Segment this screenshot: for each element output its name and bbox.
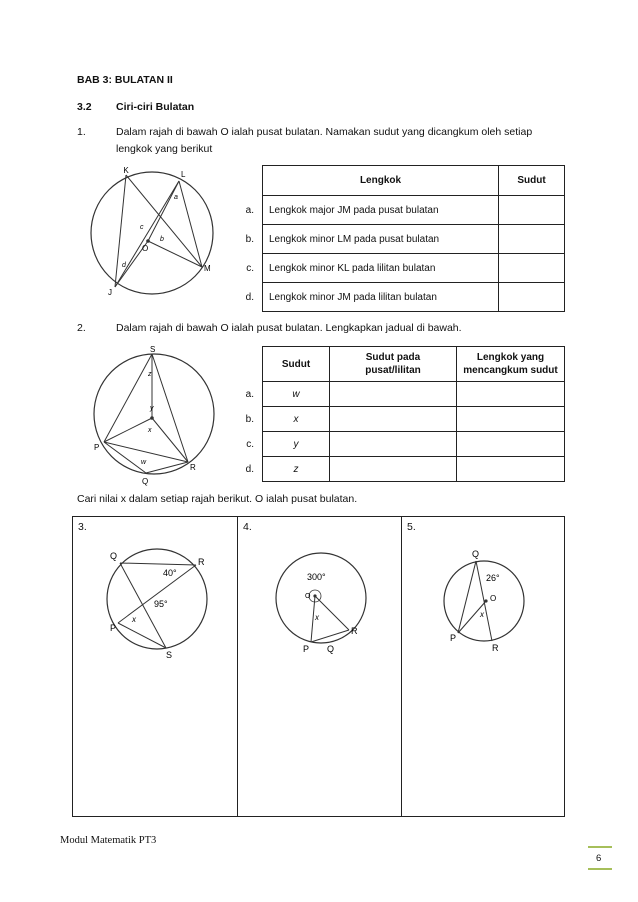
q2-label-r: R [190, 463, 196, 472]
q1-table [228, 165, 565, 312]
q2-text: Dalam rajah di bawah O ialah pusat bulatan. Lengkapkan jadual di bawah. [116, 322, 462, 334]
section-title: Ciri-ciri Bulatan [116, 101, 195, 113]
row-label: c. [246, 262, 254, 274]
box5-label-q: Q [472, 549, 480, 559]
q1-label-o: O [142, 244, 149, 253]
box5-label-p: P [450, 633, 457, 643]
box4-label-p: P [303, 644, 310, 654]
page-number: 6 [596, 853, 602, 864]
q1-label-d: d [122, 262, 126, 269]
answer-cell[interactable] [457, 382, 565, 407]
box3-label-r: R [198, 557, 205, 567]
table-row [228, 432, 565, 457]
q1-col-lengkok: Lengkok [263, 166, 499, 196]
answer-cell[interactable] [457, 457, 565, 482]
answer-cell[interactable] [330, 457, 457, 482]
box4-label-r: R [351, 626, 358, 636]
q2-col-pusat [330, 347, 457, 382]
row-label: d. [245, 463, 254, 475]
box5-label-x: x [480, 610, 484, 619]
row-angle: y [263, 432, 330, 457]
row-label: a. [245, 204, 254, 216]
q1-number: 1. [77, 126, 86, 138]
answer-cell[interactable] [499, 254, 565, 283]
box3-circle-diagram [100, 545, 220, 660]
q2-label-z: z [148, 371, 152, 378]
section-number: 3.2 [77, 101, 92, 113]
q1-circle-diagram [82, 163, 222, 303]
table-row [228, 457, 565, 482]
row-text: Lengkok minor LM pada pusat bulatan [263, 225, 499, 254]
q2-col-sudut: Sudut [263, 347, 330, 382]
answer-cell[interactable] [499, 196, 565, 225]
row-label: a. [245, 388, 254, 400]
answer-cell[interactable] [330, 432, 457, 457]
box4-angle-300: 300° [307, 572, 326, 582]
box3-label-p: P [110, 623, 117, 633]
footer-module: Modul Matematik PT3 [60, 835, 157, 846]
row-text: Lengkok minor KL pada lilitan bulatan [263, 254, 499, 283]
table-row [228, 382, 565, 407]
chapter-title: BAB 3: BULATAN II [77, 74, 173, 86]
q1-label-c: c [140, 224, 144, 231]
box5-angle-26: 26° [486, 573, 500, 583]
q2-col-lengkok-line1: Lengkok yang [476, 352, 545, 363]
row-label: c. [246, 438, 254, 450]
find-instruction: Cari nilai x dalam setiap rajah berikut. O ialah pusat bulatan. [77, 493, 358, 505]
q2-label-s: S [150, 346, 156, 354]
box4-circle-diagram [265, 550, 385, 660]
q2-col-pusat-line1: Sudut pada [365, 352, 421, 363]
box4-number: 4. [243, 521, 252, 533]
row-label: b. [245, 233, 254, 245]
footer-accent-top [588, 846, 612, 848]
q2-label-q: Q [142, 477, 149, 486]
box4-label-x: x [315, 613, 319, 622]
q2-label-p: P [94, 443, 100, 452]
q2-col-lengkok [457, 347, 565, 382]
q2-label-y: y [150, 405, 154, 412]
q2-circle-diagram [86, 346, 226, 486]
q1-text-line1: Dalam rajah di bawah O ialah pusat bulatan. Namakan sudut yang dicangkum oleh setiap [116, 126, 533, 138]
box5-label-r: R [492, 643, 499, 653]
box3-number: 3. [78, 521, 87, 533]
row-angle: w [263, 382, 330, 407]
q2-number: 2. [77, 322, 86, 334]
q2-col-lengkok-line2: mencangkum sudut [463, 365, 558, 376]
answer-cell[interactable] [330, 407, 457, 432]
table-row [228, 225, 565, 254]
q1-text-line2: lengkok yang berikut [116, 143, 213, 155]
box4-label-q: Q [327, 644, 335, 654]
row-label: b. [245, 413, 254, 425]
row-text: Lengkok minor JM pada lilitan bulatan [263, 283, 499, 312]
q1-label-k: K [123, 166, 129, 175]
q1-label-l: L [181, 170, 186, 179]
q1-label-a: a [174, 194, 178, 201]
box3-angle-40: 40° [163, 568, 177, 578]
table-row [228, 196, 565, 225]
footer-accent-bottom [588, 868, 612, 870]
table-row [228, 407, 565, 432]
box4-label-o: O [305, 593, 311, 600]
table-row [228, 283, 565, 312]
q1-label-m: M [204, 264, 211, 273]
answer-cell[interactable] [499, 225, 565, 254]
row-angle: x [263, 407, 330, 432]
answer-cell[interactable] [457, 432, 565, 457]
row-angle: z [263, 457, 330, 482]
box5-circle-diagram [440, 545, 530, 655]
box3-label-s: S [166, 650, 173, 660]
q1-label-j: J [108, 288, 112, 297]
box5-label-o: O [490, 594, 497, 603]
q2-label-w: w [141, 459, 147, 466]
q1-label-b: b [160, 236, 164, 243]
q2-label-x: x [148, 427, 152, 434]
row-label: d. [245, 291, 254, 303]
box5-number: 5. [407, 521, 416, 533]
box3-angle-95: 95° [154, 599, 168, 609]
q1-col-sudut: Sudut [499, 166, 565, 196]
answer-cell[interactable] [330, 382, 457, 407]
box3-label-x: x [132, 615, 136, 624]
table-row [228, 254, 565, 283]
answer-cell[interactable] [457, 407, 565, 432]
box3-label-q: Q [110, 551, 118, 561]
answer-cell[interactable] [499, 283, 565, 312]
row-text: Lengkok major JM pada pusat bulatan [263, 196, 499, 225]
q2-table [228, 346, 565, 482]
q2-col-pusat-line2: pusat/lilitan [365, 365, 421, 376]
